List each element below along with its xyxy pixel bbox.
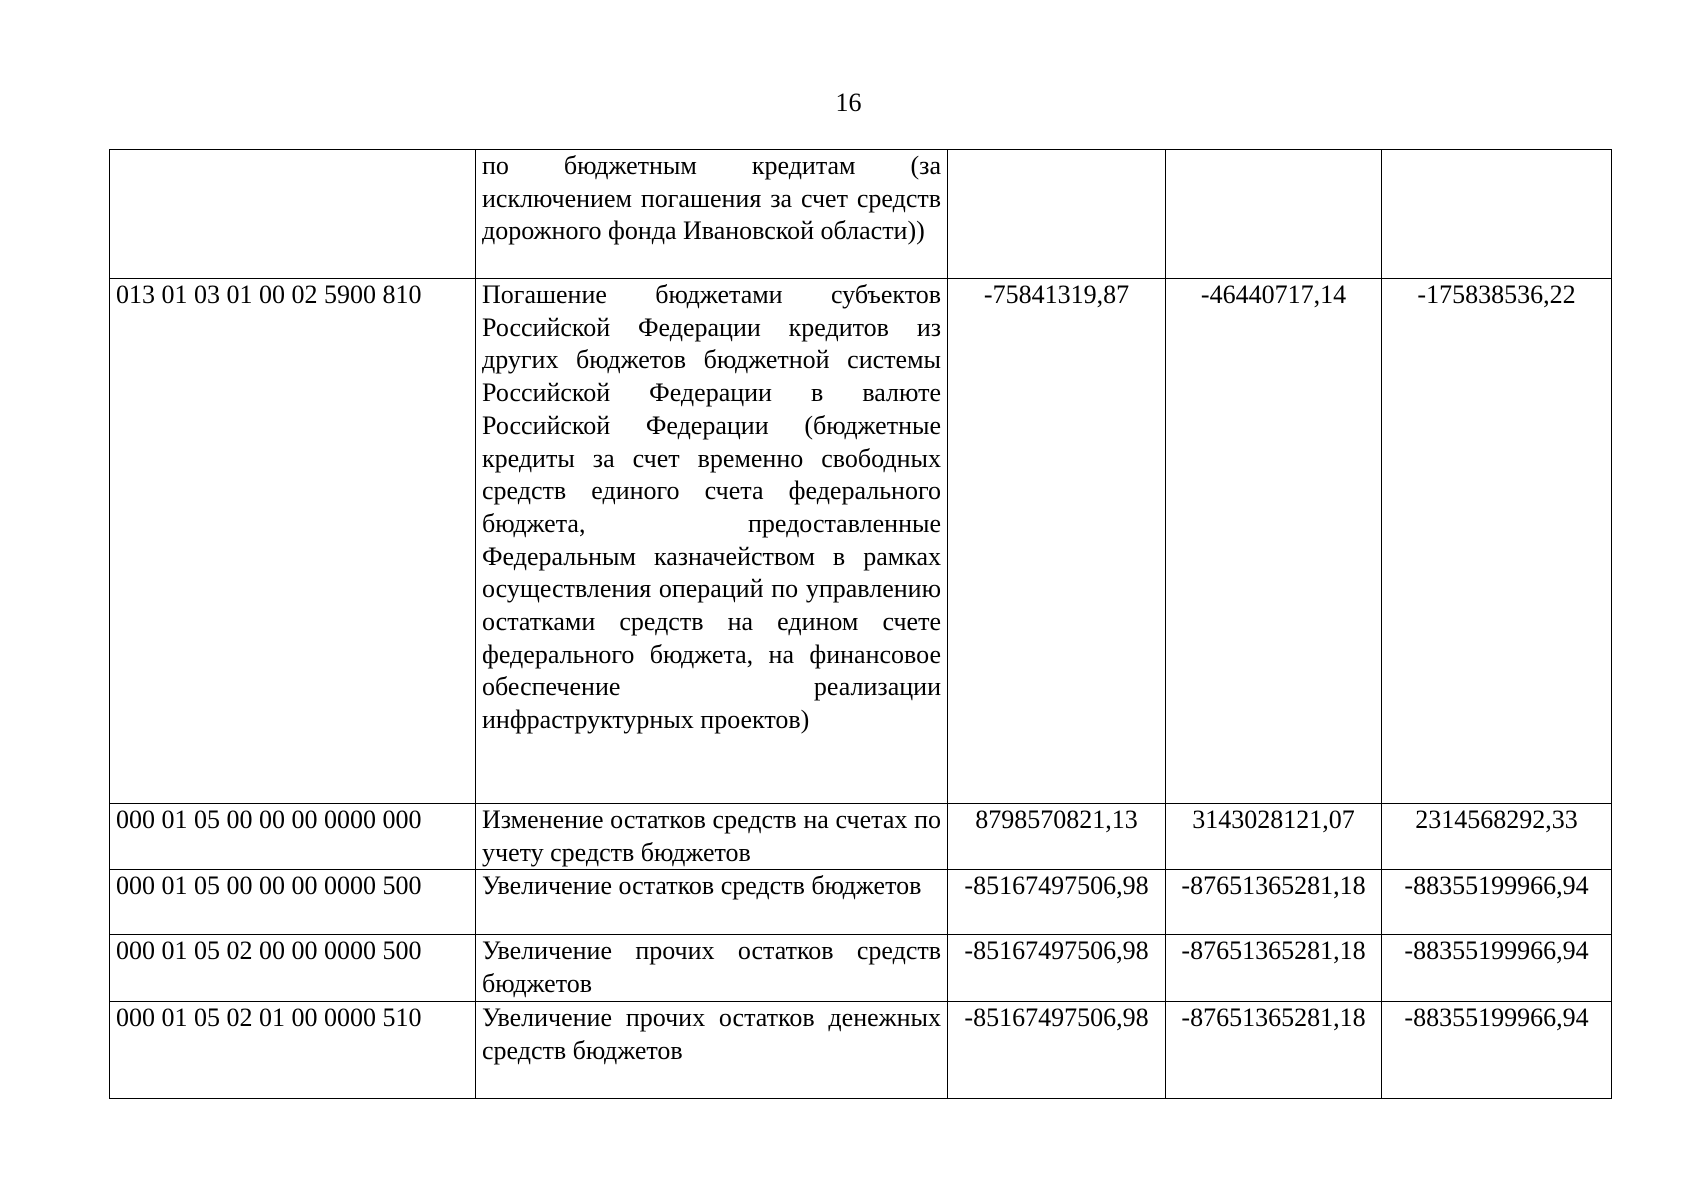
value-year2-cell: -87651365281,18 <box>1166 870 1382 935</box>
value-year1-cell: 8798570821,13 <box>948 804 1166 870</box>
budget-code-cell: 000 01 05 00 00 00 0000 500 <box>110 870 476 935</box>
value-year3-cell: -88355199966,94 <box>1382 1001 1612 1098</box>
table-row <box>110 804 1612 870</box>
budget-code-cell: 013 01 03 01 00 02 5900 810 <box>110 279 476 804</box>
table-row <box>110 1001 1612 1098</box>
table-row <box>110 935 1612 1001</box>
value-year3-cell: -88355199966,94 <box>1382 870 1612 935</box>
value-year2-cell: -87651365281,18 <box>1166 935 1382 1001</box>
item-name-cell: Увеличение прочих остатков денежных средств бюджетов <box>476 1001 948 1098</box>
item-name-cell: по бюджетным кредитам (за исключением погашения за счет средств дорожного фонда Ивановской области)) <box>476 150 948 279</box>
value-year3-cell: -175838536,22 <box>1382 279 1612 804</box>
value-year2-cell: 3143028121,07 <box>1166 804 1382 870</box>
budget-code-cell: 000 01 05 02 00 00 0000 500 <box>110 935 476 1001</box>
value-year1-cell: -85167497506,98 <box>948 935 1166 1001</box>
page-number: 16 <box>835 88 862 117</box>
item-name-cell: Изменение остатков средств на счетах по учету средств бюджетов <box>476 804 948 870</box>
budget-sources-table <box>109 149 1612 1099</box>
table-row <box>110 870 1612 935</box>
budget-code-cell: 000 01 05 02 01 00 0000 510 <box>110 1001 476 1098</box>
budget-code-cell <box>110 150 476 279</box>
value-year3-cell: 2314568292,33 <box>1382 804 1612 870</box>
value-year2-cell: -46440717,14 <box>1166 279 1382 804</box>
table-row <box>110 150 1612 279</box>
item-name-cell: Увеличение остатков средств бюджетов <box>476 870 948 935</box>
item-name-cell: Погашение бюджетами субъектов Российской Федерации кредитов из других бюджетов бюджетной системы Российской Федерации в валюте Российской Федерации (бюджетные кредиты за счет временно свободных средств единого счета федерального бюджета, предоставленные Федеральным казначейством в рамках осуществления операций по управлению остатками средств на едином счете федерального бюджета, на финансовое обеспечение реализации инфраструктурных проектов) <box>476 279 948 804</box>
value-year1-cell: -75841319,87 <box>948 279 1166 804</box>
value-year3-cell: -88355199966,94 <box>1382 935 1612 1001</box>
value-year2-cell: -87651365281,18 <box>1166 1001 1382 1098</box>
table-row <box>110 279 1612 804</box>
value-year2-cell <box>1166 150 1382 279</box>
item-name-cell: Увеличение прочих остатков средств бюджетов <box>476 935 948 1001</box>
budget-code-cell: 000 01 05 00 00 00 0000 000 <box>110 804 476 870</box>
value-year1-cell: -85167497506,98 <box>948 870 1166 935</box>
value-year1-cell <box>948 150 1166 279</box>
value-year3-cell <box>1382 150 1612 279</box>
value-year1-cell: -85167497506,98 <box>948 1001 1166 1098</box>
